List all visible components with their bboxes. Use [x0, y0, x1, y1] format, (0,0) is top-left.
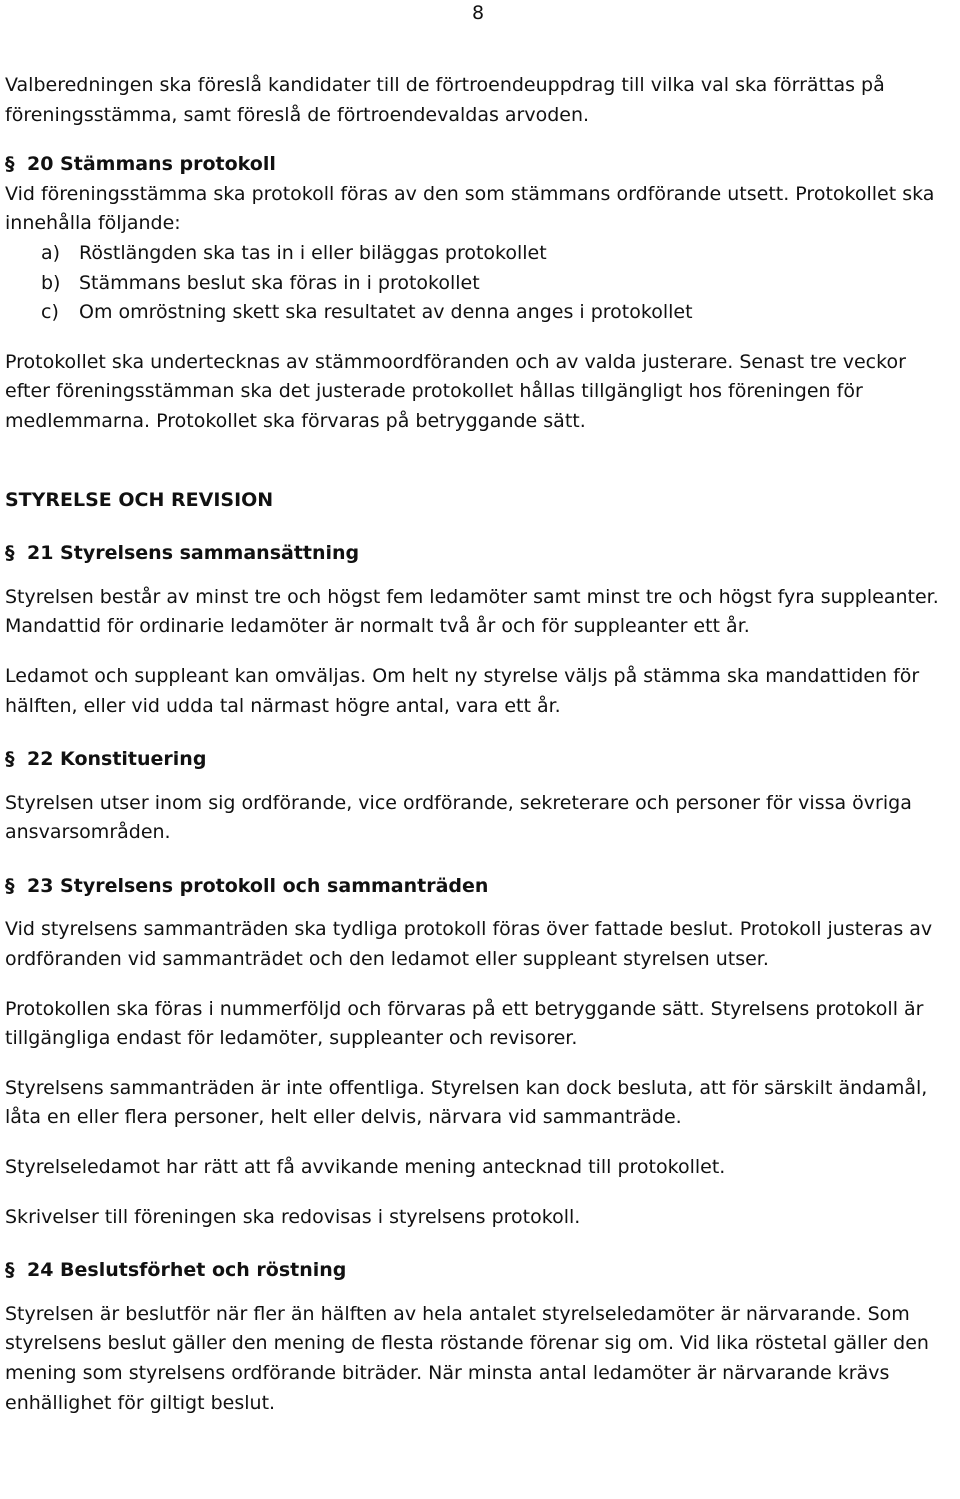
section-heading-21 [5, 539, 955, 569]
section-heading-24 [5, 1256, 955, 1286]
paragraph-21-reelection: Ledamot och suppleant kan omväljas. Om helt ny styrelse väljs på stämma ska mandattiden för hälften, eller vid udda tal närmast högre antal, vara ett år. [5, 664, 920, 717]
paragraph-23-minutes: Vid styrelsens sammanträden ska tydliga protokoll föras över fattade beslut. Protokoll justeras av ordföranden vid sammanträdet och den ledamot eller suppleant styrelsen utser. [5, 918, 933, 971]
list-item-text: Stämmans beslut ska föras in i protokollet [79, 271, 480, 294]
list-item-text: Röstlängden ska tas in i eller biläggas protokollet [79, 241, 547, 264]
paragraph-sign-icon: § [5, 748, 15, 771]
paragraph-20-intro: Vid föreningsstämma ska protokoll föras av den som stämmans ordförande utsett. Protokollet ska innehålla följande: [5, 182, 935, 235]
section-title-21: 21 Styrelsens sammansättning [27, 542, 360, 565]
paragraph-sign-icon: § [5, 542, 15, 565]
paragraph-sign-icon: § [5, 874, 15, 897]
section-title-22: 22 Konstituering [27, 748, 207, 771]
paragraph-21-composition: Styrelsen består av minst tre och högst fem ledamöter samt minst tre och högst fyra suppleanter. Mandattid för ordinarie ledamöter är normalt två år och för suppleanter ett år. [5, 585, 939, 638]
paragraph-sign-icon: § [5, 1259, 15, 1282]
section-heading-23 [5, 872, 955, 902]
paragraph-23-dissent: Styrelseledamot har rätt att få avvikande mening antecknad till protokollet. [5, 1156, 726, 1179]
section-title-24: 24 Beslutsförhet och röstning [27, 1259, 347, 1282]
page-number: 8 [472, 2, 485, 24]
section-title-23: 23 Styrelsens protokoll och sammanträden [27, 874, 489, 897]
document-body [5, 71, 955, 1418]
paragraph-23-public: Styrelsens sammanträden är inte offentliga. Styrelsen kan dock besluta, att för särskilt ändamål, låta en eller flera personer, helt eller delvis, närvara vid sammanträde. [5, 1076, 928, 1129]
list-item [41, 269, 955, 299]
paragraph-23-order: Protokollen ska föras i nummerföljd och förvaras på ett betryggande sätt. Styrelsens protokoll är tillgängliga endast för ledamöter, suppleanter och revisorer. [5, 997, 924, 1050]
paragraph-24-quorum: Styrelsen är beslutför när fler än hälften av hela antalet styrelseledamöter är närvarande. Som styrelsens beslut gäller den mening de flesta röstande förenar sig om. Vid lika röstetal gäller den mening som styrelsens ordförande biträder. När minsta antal ledamöter är närvarande krävs enhällighet för giltigt beslut. [5, 1302, 929, 1414]
section-heading-20 [5, 150, 955, 180]
paragraph-sign-icon: § [5, 153, 15, 176]
paragraph-22-constitution: Styrelsen utser inom sig ordförande, vice ordförande, sekreterare och personer för vissa övriga ansvarsområden. [5, 791, 912, 844]
section-heading-22 [5, 745, 955, 775]
section-title-20: 20 Stämmans protokoll [27, 153, 276, 176]
list-marker: b) [41, 271, 61, 294]
list-item-text: Om omröstning skett ska resultatet av denna anges i protokollet [79, 301, 693, 324]
paragraph-23-letters: Skrivelser till föreningen ska redovisas i styrelsens protokoll. [5, 1205, 581, 1228]
paragraph-valberedning: Valberedningen ska föreslå kandidater till de förtroendeuppdrag till vilka val ska förrättas på föreningsstämma, samt föreslå de förtroendevaldas arvoden. [5, 74, 885, 126]
protocol-list [5, 239, 955, 328]
paragraph-20-justering: Protokollet ska undertecknas av stämmoordföranden och av valda justerare. Senast tre veckor efter föreningsstämman ska det justerade protokollet hållas tillgängligt hos föreningen för medlemmarna. Protokollet ska förvaras på betryggande sätt. [5, 350, 906, 432]
list-marker: c) [41, 301, 59, 324]
list-marker: a) [41, 241, 61, 264]
list-item [41, 239, 955, 269]
list-item [41, 298, 955, 328]
chapter-title: STYRELSE OCH REVISION [5, 488, 274, 511]
